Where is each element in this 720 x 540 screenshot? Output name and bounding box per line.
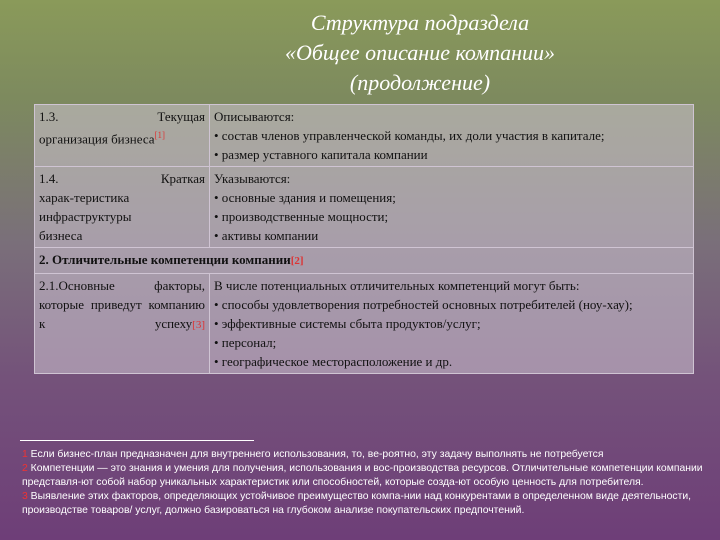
row-1-4-label-line-3: инфраструктуры (39, 209, 132, 224)
row-1-3-content-line-2: • состав членов управленческой команды, их доли участия в капитале; (214, 128, 605, 143)
footnotes (22, 448, 720, 518)
footnote-ref-2[interactable]: [2] (290, 255, 304, 267)
footnote-divider (20, 440, 254, 441)
footnote-1-text: Если бизнес-план предназначен для внутреннего использования, то, ве-роятно, эту задачу выполнять не потребуется (27, 449, 604, 460)
row-1-4-label-line-1: 1.4. Краткая (39, 171, 205, 186)
row-1-4-content-line-3: • производственные мощности; (214, 209, 389, 224)
section-2-heading: 2. Отличительные компетенции компании (39, 252, 291, 267)
title-line-1: Структура подраздела (310, 10, 530, 35)
footnote-ref-3[interactable]: [3] (192, 319, 205, 331)
row-1-4-content-line-4: • активы компании (214, 228, 319, 243)
table-row (35, 167, 694, 248)
table-row (35, 274, 694, 374)
footnote-ref-1[interactable]: [1] (154, 130, 166, 140)
row-1-4-label-cell (35, 167, 210, 248)
footnote-3-text: Выявление этих факторов, определяющих устойчивое преимущество компа-нии над конкурентами в определенном виде деятельности, производстве товаров/ услуг, должно базироваться на глубоком анализе покупательских предпочтений. (22, 491, 692, 516)
footnote-1 (22, 448, 720, 462)
footnote-1-number: 1 (22, 449, 28, 460)
footnote-3 (22, 490, 720, 518)
row-1-4-label-line-4: бизнеса (39, 228, 83, 243)
row-1-3-label-cell (35, 105, 210, 167)
row-2-1-label-cell (35, 274, 210, 374)
row-1-4-content-line-2: • основные здания и помещения; (214, 190, 396, 205)
structure-table (34, 104, 694, 374)
row-2-1-content-cell (210, 274, 694, 374)
row-1-3-label-line-2: организация бизнеса (39, 131, 155, 147)
row-2-1-content-line-4: • персонал; (214, 335, 277, 350)
table-row (35, 105, 694, 167)
footnote-2-number: 2 (22, 463, 28, 474)
footnote-3-number: 3 (22, 491, 28, 502)
row-2-1-label: 2.1.Основные факторы, которые приведут компанию к успеху (39, 278, 205, 331)
row-1-4-label-line-2: харак-теристика (39, 190, 130, 205)
row-1-3-content-cell (210, 105, 694, 167)
title-line-3: (продолжение) (349, 70, 491, 95)
row-1-3-label-line-1: 1.3. Текущая (39, 109, 205, 124)
row-2-1-content-line-1: В числе потенциальных отличительных компетенций могут быть: (214, 278, 580, 293)
slide-title (215, 8, 625, 98)
footnote-2-text: Компетенции — это знания и умения для получения, использования и вос-производства ресурсов. Отличительные компетенции компании представля-ют собой набор уникальных характеристик или способностей, которые созда-ют особую ценность для потребителя. (22, 463, 703, 488)
row-1-3-content-line-3: • размер уставного капитала компании (214, 147, 428, 162)
row-2-1-content-line-3: • эффективные системы сбыта продуктов/услуг; (214, 316, 481, 331)
row-2-1-content-line-5: • географическое месторасположение и др. (214, 354, 453, 369)
row-1-4-content-line-1: Указываются: (214, 171, 291, 186)
row-1-3-content-line-1: Описываются: (214, 109, 295, 124)
row-2-1-content-line-2: • способы удовлетворения потребностей основных потребителей (ноу-хау); (214, 297, 633, 312)
title-line-2: «Общее описание компании» (284, 40, 556, 65)
section-2-heading-cell (35, 248, 694, 274)
footnote-2 (22, 462, 720, 490)
row-1-4-content-cell (210, 167, 694, 248)
table-row (35, 248, 694, 274)
